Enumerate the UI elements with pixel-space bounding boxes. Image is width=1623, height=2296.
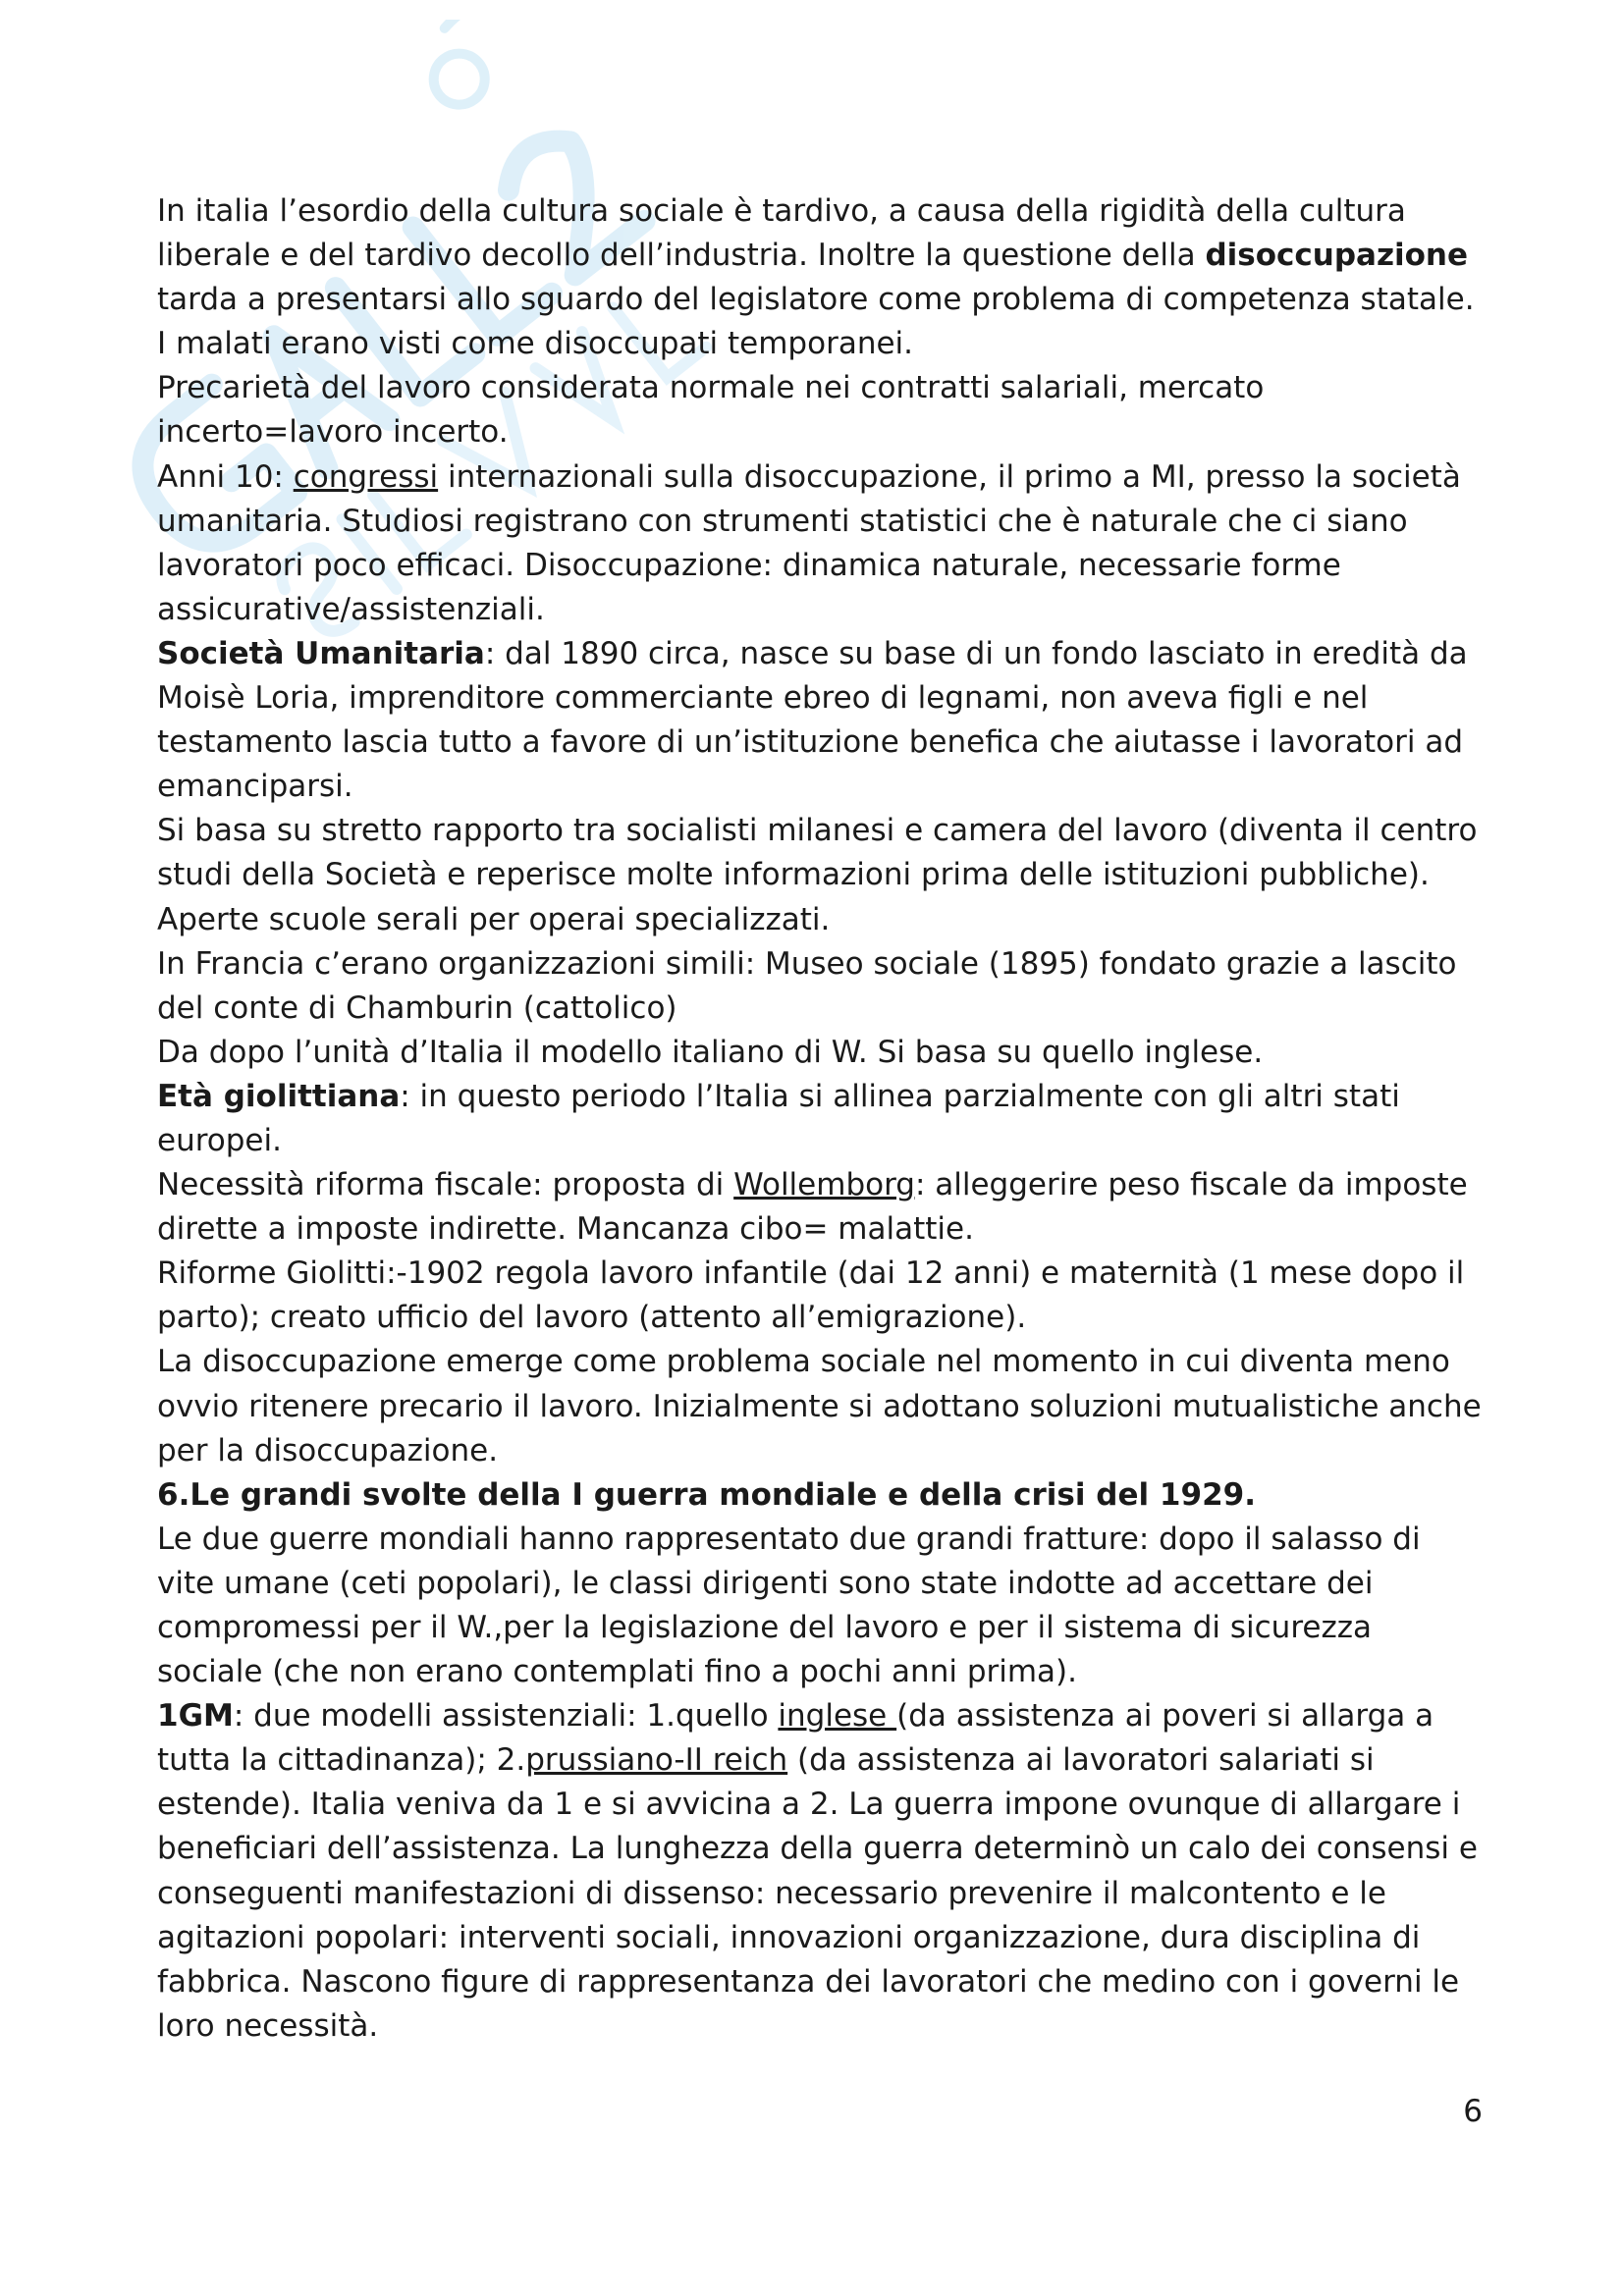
paragraph bbox=[157, 189, 1483, 366]
text-run: Da dopo l’unità d’Italia il modello italiano di W. Si basa su quello inglese. bbox=[157, 1034, 1264, 1070]
text-run: Le due guerre mondiali hanno rappresentato due grandi fratture: dopo il salasso di vite umane (ceti popolari), le classi dirigenti sono state indotte ad accettare dei compromessi per il W.,per la legislazione del lavoro e per il sistema di sicurezza sociale (che non erano contemplati fino a pochi anni prima). bbox=[157, 1521, 1421, 1690]
text-run: (da assistenza ai lavoratori salariati si estende). Italia veniva da 1 e si avvicina a 2. La guerra impone ovunque di allargare i beneficiari dell’assistenza. La lunghezza della guerra determinò un calo dei consensi e conseguenti manifestazioni di dissenso: necessario prevenire il malcontento e le agitazioni popolari: interventi sociali, innovazioni organizzazione, dura disciplina di fabbrica. Nascono figure di rappresentanza dei lavoratori che medino con i governi le loro necessità. bbox=[157, 1742, 1478, 2044]
underlined-text: inglese bbox=[778, 1698, 897, 1735]
text-run: Riforme Giolitti:-1902 regola lavoro infantile (dai 12 anni) e maternità (1 mese dopo il parto); creato ufficio del lavoro (attento all’emigrazione). bbox=[157, 1255, 1465, 1336]
bold-text: 1GM bbox=[157, 1698, 234, 1735]
text-run: In Francia c’erano organizzazioni simili: Museo sociale (1895) fondato grazie a lascito del conte di Chamburin (cattolico) bbox=[157, 945, 1457, 1026]
text-run: La disoccupazione emerge come problema sociale nel momento in cui diventa meno ovvio ritenere precario il lavoro. Inizialmente si adottano soluzioni mutualistiche anche per la disoccupazione. bbox=[157, 1344, 1482, 1468]
paragraph bbox=[157, 1473, 1483, 1518]
text-run: internazionali sulla disoccupazione, il primo a MI, presso la società umanitaria. Studiosi registrano con strumenti statistici che è naturale che ci siano lavoratori poco efficaci. Disoccupazione: dinamica naturale, necessarie forme assicurative/assistenziali. bbox=[157, 458, 1461, 627]
bold-text: Età giolittiana bbox=[157, 1078, 401, 1114]
text-run: tarda a presentarsi allo sguardo del legislatore come problema di competenza statale. I malati erano visti come disoccupati temporanei. bbox=[157, 282, 1475, 362]
paragraph bbox=[157, 632, 1483, 809]
text-run: Precarietà del lavoro considerata normale nei contratti salariali, mercato incerto=lavoro incerto. bbox=[157, 370, 1265, 451]
text-run: : alleggerire peso fiscale da imposte dirette a imposte indirette. Mancanza cibo= malattie. bbox=[157, 1167, 1468, 1248]
bold-text: disoccupazione bbox=[1205, 238, 1469, 274]
text-run: : dal 1890 circa, nasce su base di un fondo lasciato in eredità da Moisè Loria, imprenditore commerciante ebreo di legnami, non aveva figli e nel testamento lascia tutto a favore di un’istituzione benefica che aiutasse i lavoratori ad emanciparsi. bbox=[157, 635, 1468, 805]
text-run: Si basa su stretto rapporto tra socialisti milanesi e camera del lavoro (diventa il centro studi della Società e reperisce molte informazioni prima delle istituzioni pubbliche). Aperte scuole serali per operai specializzati. bbox=[157, 813, 1478, 937]
paragraph bbox=[157, 942, 1483, 1031]
underlined-text: Wollemborg bbox=[733, 1167, 915, 1203]
text-run: : in questo periodo l’Italia si allinea parzialmente con gli altri stati europei. bbox=[157, 1078, 1400, 1158]
bold-text: Società Umanitaria bbox=[157, 635, 485, 671]
paragraph bbox=[157, 1075, 1483, 1163]
underlined-text: congressi bbox=[293, 458, 439, 495]
paragraph bbox=[157, 455, 1483, 632]
paragraph bbox=[157, 1518, 1483, 1694]
document-body bbox=[157, 189, 1483, 2049]
paragraph bbox=[157, 1252, 1483, 1340]
text-run: In italia l’esordio della cultura sociale è tardivo, a causa della rigidità della cultura liberale e del tardivo decollo dell’industria. Inoltre la questione della bbox=[157, 193, 1406, 274]
paragraph bbox=[157, 1163, 1483, 1252]
underlined-text: prussiano-II reich bbox=[525, 1742, 788, 1779]
paragraph bbox=[157, 366, 1483, 454]
text-run: : due modelli assistenziali: 1.quello bbox=[233, 1698, 779, 1735]
paragraph bbox=[157, 1031, 1483, 1075]
paragraph bbox=[157, 1340, 1483, 1472]
text-run: (da assistenza ai poveri si allarga a tutta la cittadinanza); 2. bbox=[157, 1698, 1434, 1779]
paragraph bbox=[157, 1694, 1483, 2049]
text-run: Necessità riforma fiscale: proposta di bbox=[157, 1167, 734, 1203]
text-run: Anni 10: bbox=[157, 458, 294, 495]
paragraph bbox=[157, 809, 1483, 941]
bold-text: 6.Le grandi svolte della I guerra mondiale e della crisi del 1929. bbox=[157, 1476, 1256, 1513]
page-number: 6 bbox=[1463, 2094, 1483, 2129]
